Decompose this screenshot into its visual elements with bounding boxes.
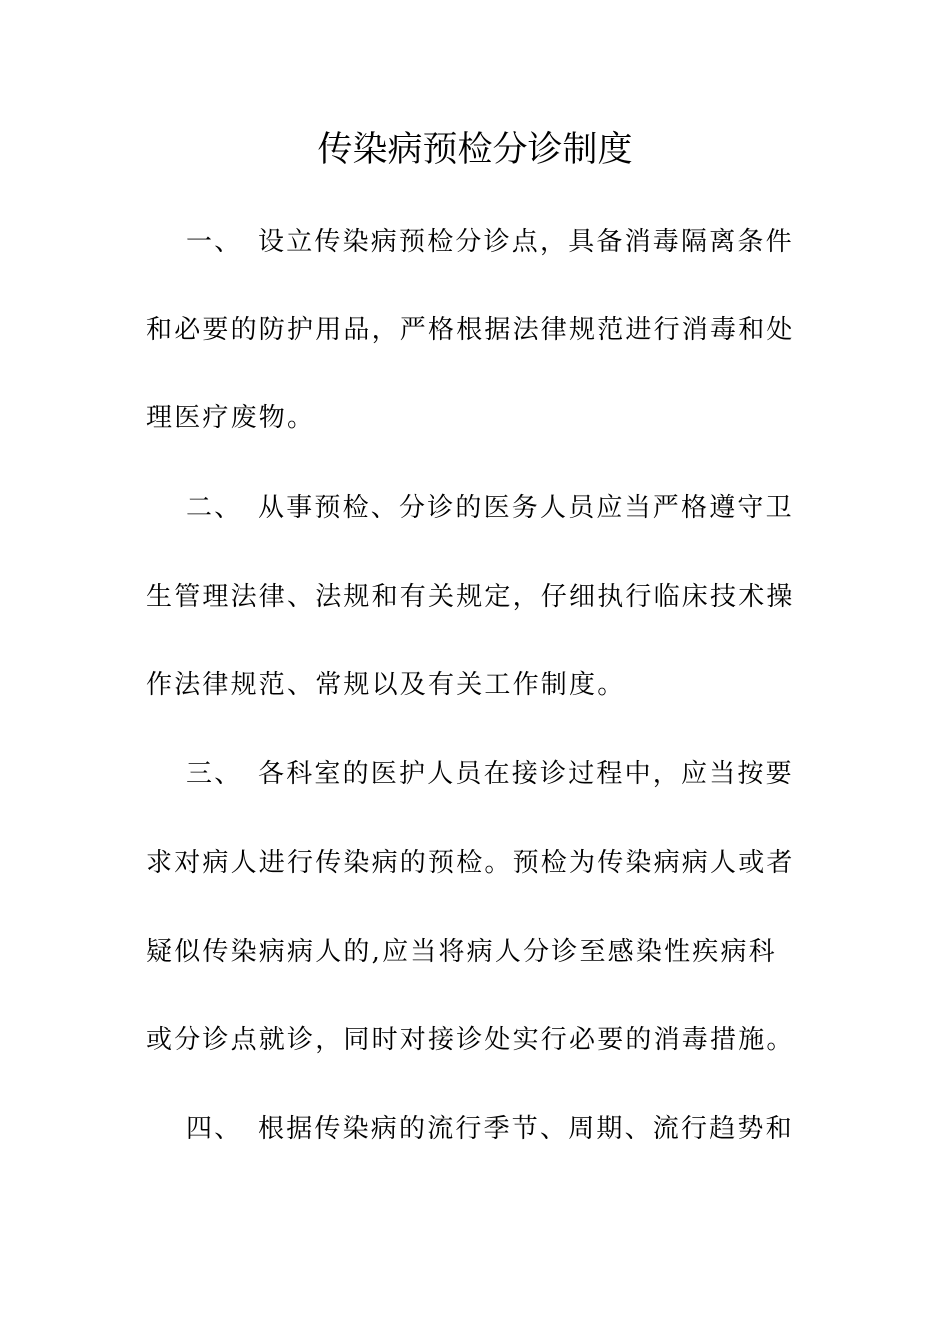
section-1-line-2: 和必要的防护用品，严格根据法律规范进行消毒和处 [146,315,795,345]
section-3-line-2: 求对病人进行传染病的预检。预检为传染病病人或者 [146,848,795,878]
section-3-line-3: 疑似传染病病人的,应当将病人分诊至感染性疾病科 [146,937,777,967]
section-4-text-1: 根据传染病的流行季节、周期、流行趋势和 [258,1114,794,1144]
section-4-number: 四、 [186,1114,243,1144]
section-2-line-2: 生管理法律、法规和有关规定，仔细执行临床技术操 [146,582,795,612]
document-title: 传染病预检分诊制度 [317,130,633,170]
section-2-line-3: 作法律规范、常规以及有关工作制度。 [146,670,626,700]
section-3-text-1: 各科室的医护人员在接诊过程中，应当按要 [258,759,794,789]
section-1-number: 一、 [186,227,243,257]
section-2-text-1: 从事预检、分诊的医务人员应当严格遵守卫 [258,493,794,523]
section-3-line-4: 或分诊点就诊，同时对接诊处实行必要的消毒措施。 [146,1025,795,1055]
section-2-number: 二、 [186,493,243,523]
section-1-line-3: 理医疗废物。 [146,403,316,433]
section-1-line-1 [146,222,811,262]
section-1-text-1: 设立传染病预检分诊点，具备消毒隔离条件 [258,227,794,257]
section-2-line-1 [146,488,811,528]
section-4-line-1 [146,1109,811,1149]
section-3-number: 三、 [186,759,243,789]
section-3-line-1 [146,754,811,794]
